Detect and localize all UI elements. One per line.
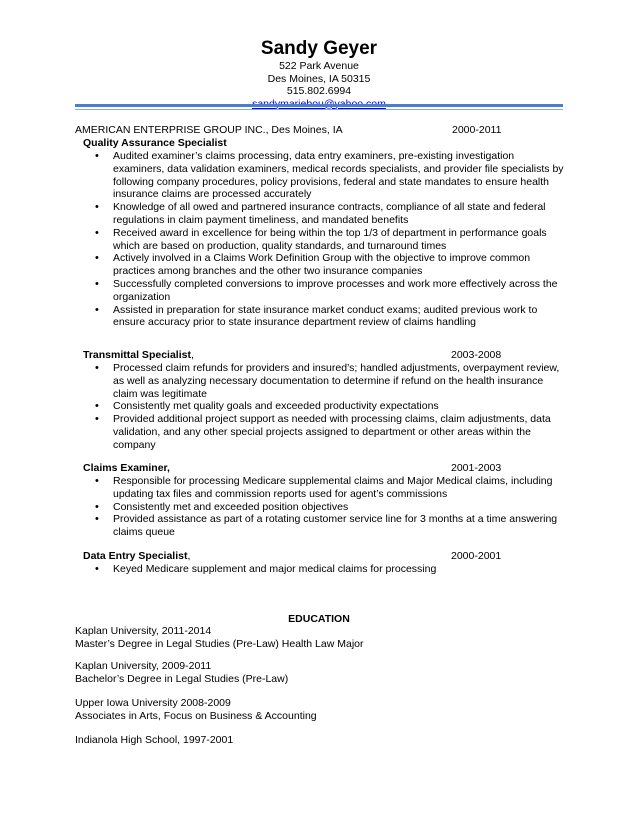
list-item: • Actively involved in a Claims Work Definition Group with the objective to improve common practices among branches and the other two insurance companies <box>95 252 565 278</box>
education-entry <box>75 660 555 686</box>
employer-line <box>75 124 563 137</box>
position-years: 2001-2003 <box>451 462 502 474</box>
position-title: Transmittal Specialist <box>83 349 191 361</box>
position-title-claims <box>83 462 563 475</box>
education-entry <box>75 697 555 723</box>
education-degree: Master’s Degree in Legal Studies (Pre-Law) Health Law Major <box>75 638 364 650</box>
education-heading: EDUCATION <box>288 613 350 625</box>
education-degree: Bachelor’s Degree in Legal Studies (Pre-Law) <box>75 673 289 685</box>
education-entry <box>75 734 555 747</box>
education-school: Indianola High School, 1997-2001 <box>75 734 234 746</box>
employer-years: 2000-2011 <box>452 124 502 136</box>
list-item: • Consistently met and exceeded position objectives <box>95 501 565 514</box>
position-title-suffix: , <box>187 550 191 562</box>
education-entry <box>75 625 555 651</box>
position-title-transmittal <box>83 349 563 362</box>
education-school: Kaplan University, 2009-2011 <box>75 660 212 672</box>
address-line-1: 522 Park Avenue <box>279 60 359 72</box>
position-title-qa <box>83 137 563 150</box>
position-bullets-data-entry <box>95 563 565 576</box>
position-title: Claims Examiner, <box>83 462 170 474</box>
employer-name: AMERICAN ENTERPRISE GROUP INC., Des Moines, IA <box>75 124 343 136</box>
phone-number: 515.802.6994 <box>286 85 352 97</box>
education-school: Kaplan University, 2011-2014 <box>75 625 212 637</box>
list-item: • Provided assistance as part of a rotating customer service line for 3 months at a time answering claims queue <box>95 513 565 539</box>
position-years: 2000-2001 <box>451 550 502 562</box>
position-bullets-qa <box>95 150 565 329</box>
list-item: • Consistently met quality goals and exceeded productivity expectations <box>95 400 565 413</box>
list-item: • Audited examiner’s claims processing, data entry examiners, pre-existing investigation examiners, data validation examiners, medical records specialists, and provider file specialists by following company procedures, policy provisions, federal and state mandates to ensure health insurance claims are processed accurately <box>95 150 565 201</box>
list-item: • Processed claim refunds for providers and insured’s; handled adjustments, overpayment review, as well as analyzing necessary documentation to determine if refund on the health insurance claim was legitimate <box>95 362 565 400</box>
header-divider <box>75 104 563 107</box>
position-bullets-transmittal <box>95 362 565 452</box>
header-divider-thin <box>75 109 563 110</box>
education-school: Upper Iowa University 2008-2009 <box>75 697 231 709</box>
education-degree: Associates in Arts, Focus on Business & Accounting <box>75 710 317 722</box>
list-item: • Assisted in preparation for state insurance market conduct exams; audited previous work to ensure accuracy prior to state insurance department review of claims handling <box>95 304 565 330</box>
address-line-2: Des Moines, IA 50315 <box>267 72 371 85</box>
list-item: • Keyed Medicare supplement and major medical claims for processing <box>95 563 565 576</box>
list-item: • Provided additional project support as needed with processing claims, claim adjustments, data validation, and any other special projects assigned to department or other areas within the company <box>95 413 565 451</box>
position-bullets-claims <box>95 475 565 539</box>
candidate-name: Sandy Geyer <box>260 38 378 59</box>
position-years: 2003-2008 <box>451 349 502 361</box>
list-item: • Knowledge of all owed and partnered insurance contracts, compliance of all state and federal regulations in claim payment timeliness, and mandated benefits <box>95 201 565 227</box>
position-title: Quality Assurance Specialist <box>83 137 227 149</box>
resume-header <box>0 38 638 110</box>
position-title: Data Entry Specialist <box>83 550 188 562</box>
list-item: • Received award in excellence for being within the top 1/3 of department in performance goals which are based on production, quality standards, and turnaround times <box>95 227 565 253</box>
list-item: • Responsible for processing Medicare supplemental claims and Major Medical claims, including updating tax files and commission reports used for agent’s commissions <box>95 475 565 501</box>
list-item: • Successfully completed conversions to improve processes and work more effectively across the organization <box>95 278 565 304</box>
position-title-data-entry <box>83 550 563 563</box>
position-title-suffix: , <box>190 349 194 361</box>
